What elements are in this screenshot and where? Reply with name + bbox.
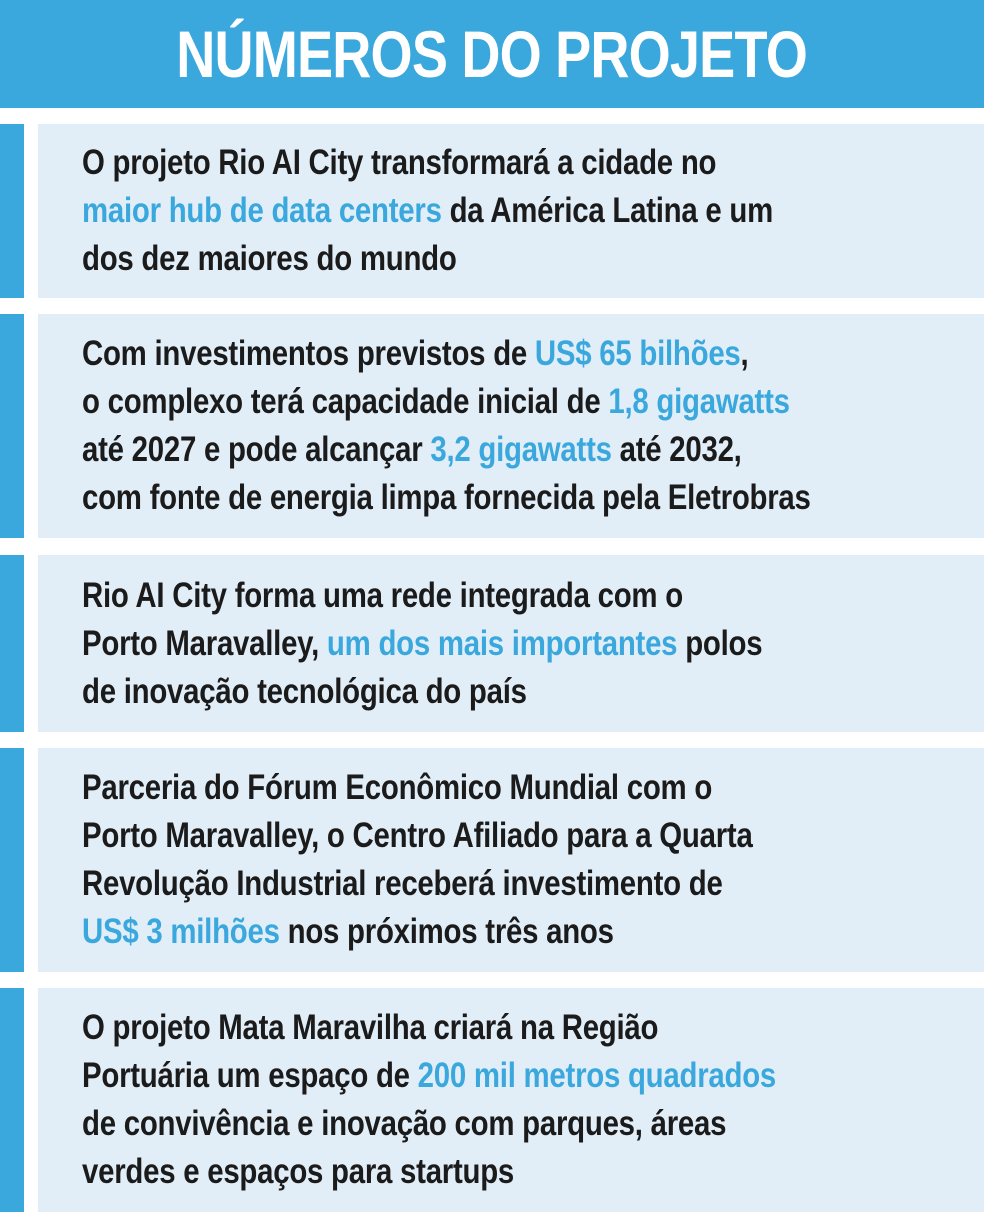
fact-card-network: [0, 555, 984, 732]
highlight-text: 200 mil metros quadrados: [417, 1056, 776, 1095]
header-banner: [0, 0, 984, 108]
fact-card-hub: [0, 124, 984, 298]
body-text: Com investimentos previstos de: [82, 334, 535, 373]
highlight-text: maior hub de data centers: [82, 191, 442, 230]
body-text: ,: [740, 334, 749, 373]
body-text: o complexo terá capacidade inicial de: [82, 382, 609, 421]
body-text: da América Latina e um: [441, 191, 774, 230]
fact-text: [82, 1004, 776, 1196]
body-text: até 2032,: [611, 430, 742, 469]
accent-bar: [0, 314, 24, 538]
body-text: até 2027 e pode alcançar: [82, 430, 431, 469]
body-text: Revolução Industrial receberá investimento de: [82, 864, 723, 903]
body-text: dos dez maiores do mundo: [82, 239, 457, 278]
fact-text: [82, 764, 753, 956]
page-title: NÚMEROS DO PROJETO: [176, 17, 808, 91]
fact-card-investment: [0, 314, 984, 538]
body-text: Porto Maravalley,: [82, 623, 327, 663]
accent-bar: [0, 124, 24, 298]
fact-text: [82, 139, 773, 283]
highlight-text: 3,2 gigawatts: [430, 430, 612, 469]
fact-card-mata-maravilha: [0, 988, 984, 1212]
body-text: de convivência e inovação com parques, áreas: [82, 1104, 727, 1143]
body-text: polos: [677, 623, 763, 663]
accent-bar: [0, 555, 24, 732]
body-text: Porto Maravalley, o Centro Afiliado para a Quarta: [82, 816, 753, 855]
fact-card-partnership: [0, 748, 984, 972]
body-text: O projeto Mata Maravilha criará na Região: [82, 1008, 659, 1047]
highlight-text: 1,8 gigawatts: [608, 382, 790, 421]
body-text: Portuária um espaço de: [82, 1056, 418, 1095]
highlight-text: um dos mais importantes: [326, 623, 678, 663]
highlight-text: US$ 3 milhões: [82, 912, 280, 951]
fact-text: [82, 572, 762, 716]
body-text: Rio AI City forma uma rede integrada com o: [82, 575, 683, 615]
body-text: verdes e espaços para startups: [82, 1152, 515, 1191]
accent-bar: [0, 748, 24, 972]
body-text: com fonte de energia limpa fornecida pela Eletrobras: [82, 478, 811, 517]
highlight-text: US$ 65 bilhões: [534, 334, 741, 373]
body-text: O projeto Rio AI City transformará a cidade no: [82, 143, 717, 182]
body-text: nos próximos três anos: [279, 912, 614, 951]
accent-bar: [0, 988, 24, 1212]
body-text: Parceria do Fórum Econômico Mundial com o: [82, 768, 713, 807]
body-text: de inovação tecnológica do país: [82, 671, 527, 711]
fact-text: [82, 330, 811, 522]
